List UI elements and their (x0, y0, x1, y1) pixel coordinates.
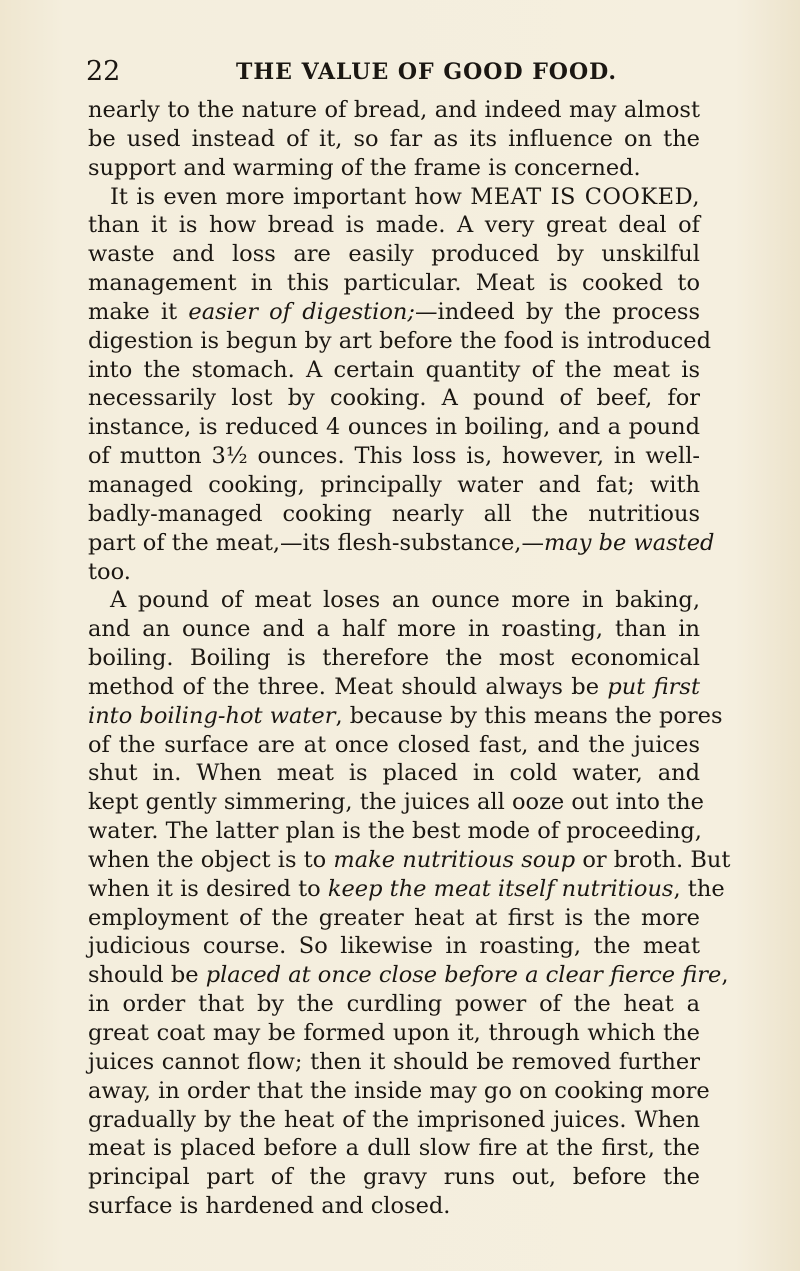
text-line: in order that by the curdling power of the heat a (88, 991, 700, 1018)
text-line: be used instead of it, so far as its influence on the (88, 125, 700, 152)
text-line: kept gently simmering, the juices all ooze out into the (88, 789, 704, 816)
text-line: managed cooking, principally water and fat; with (88, 471, 700, 498)
text-line: shut in. When meat is placed in cold water, and (88, 760, 700, 787)
text-line: support and warming of the frame is concerned. (88, 154, 641, 181)
text-line: necessarily lost by cooking. A pound of beef, for (88, 385, 700, 412)
text-line: nearly to the nature of bread, and indeed may almost (88, 97, 700, 123)
text-line: employment of the greater heat at first is the more (88, 904, 700, 931)
text-line: of mutton 3½ ounces. This loss is, however, in well- (88, 443, 700, 470)
italic-phrase: may be wasted (543, 529, 715, 556)
text-line: management in this particular. Meat is cooked to (88, 270, 700, 297)
text-line: juices cannot flow; then it should be removed further (88, 1048, 700, 1075)
text-line: and an ounce and a half more in roasting, than in (88, 616, 700, 643)
running-head (86, 50, 706, 94)
text-line: meat is placed before a dull slow fire at the first, the (88, 1135, 700, 1162)
italic-phrase: placed at once close before a clear fierce fire (205, 962, 722, 989)
text-line: badly-managed cooking nearly all the nutritious (88, 500, 700, 527)
body-text (88, 96, 731, 1221)
text-line: water. The latter plan is the best mode of proceeding, (88, 818, 702, 845)
text-line: principal part of the gravy runs out, before the (88, 1164, 700, 1191)
text-line: It is even more important how MEAT IS COOKED, (110, 183, 700, 210)
text-line: should be placed at once close before a clear fierce fire, (88, 962, 729, 989)
text-line: waste and loss are easily produced by unskilful (88, 241, 700, 268)
text-line: part of the meat,—its flesh-substance,—may be wasted (88, 529, 715, 556)
text-line: surface is hardened and closed. (88, 1193, 451, 1220)
text-line: when the object is to make nutritious soup or broth. But (88, 846, 731, 873)
text-line: A pound of meat loses an ounce more in baking, (110, 587, 700, 614)
page-number: 22 (86, 56, 121, 87)
italic-phrase: make nutritious soup (333, 846, 576, 873)
text-line: great coat may be formed upon it, through which the (88, 1020, 700, 1046)
text-line: away, in order that the inside may go on cooking more (88, 1077, 710, 1104)
small-caps-phrase: MEAT IS COOKED, (470, 183, 700, 210)
italic-phrase: easier of digestion; (188, 298, 415, 325)
text-line: method of the three. Meat should always be put first (88, 673, 700, 700)
text-line: judicious course. So likewise in roasting, the meat (88, 933, 700, 960)
italic-phrase: put first (607, 673, 700, 700)
text-line: instance, is reduced 4 ounces in boiling, and a pound (88, 414, 700, 441)
text-line: when it is desired to keep the meat itself nutritious, the (88, 875, 725, 902)
text-line: than it is how bread is made. A very great deal of (88, 212, 700, 239)
italic-phrase: into boiling-hot water (88, 702, 336, 729)
text-line: digestion is begun by art before the food is introduced (88, 327, 712, 354)
text-line: boiling. Boiling is therefore the most economical (88, 645, 700, 672)
running-title: THE VALUE OF GOOD FOOD. (236, 59, 618, 85)
text-line: of the surface are at once closed fast, and the juices (88, 731, 700, 758)
text-line: gradually by the heat of the imprisoned juices. When (88, 1106, 700, 1133)
italic-phrase: keep the meat itself nutritious (327, 875, 674, 902)
text-line: make it easier of digestion;—indeed by the process (88, 298, 700, 325)
text-line: too. (88, 558, 131, 585)
text-line: into the stomach. A certain quantity of the meat is (88, 356, 700, 383)
text-line: into boiling-hot water, because by this means the pores (88, 702, 723, 729)
